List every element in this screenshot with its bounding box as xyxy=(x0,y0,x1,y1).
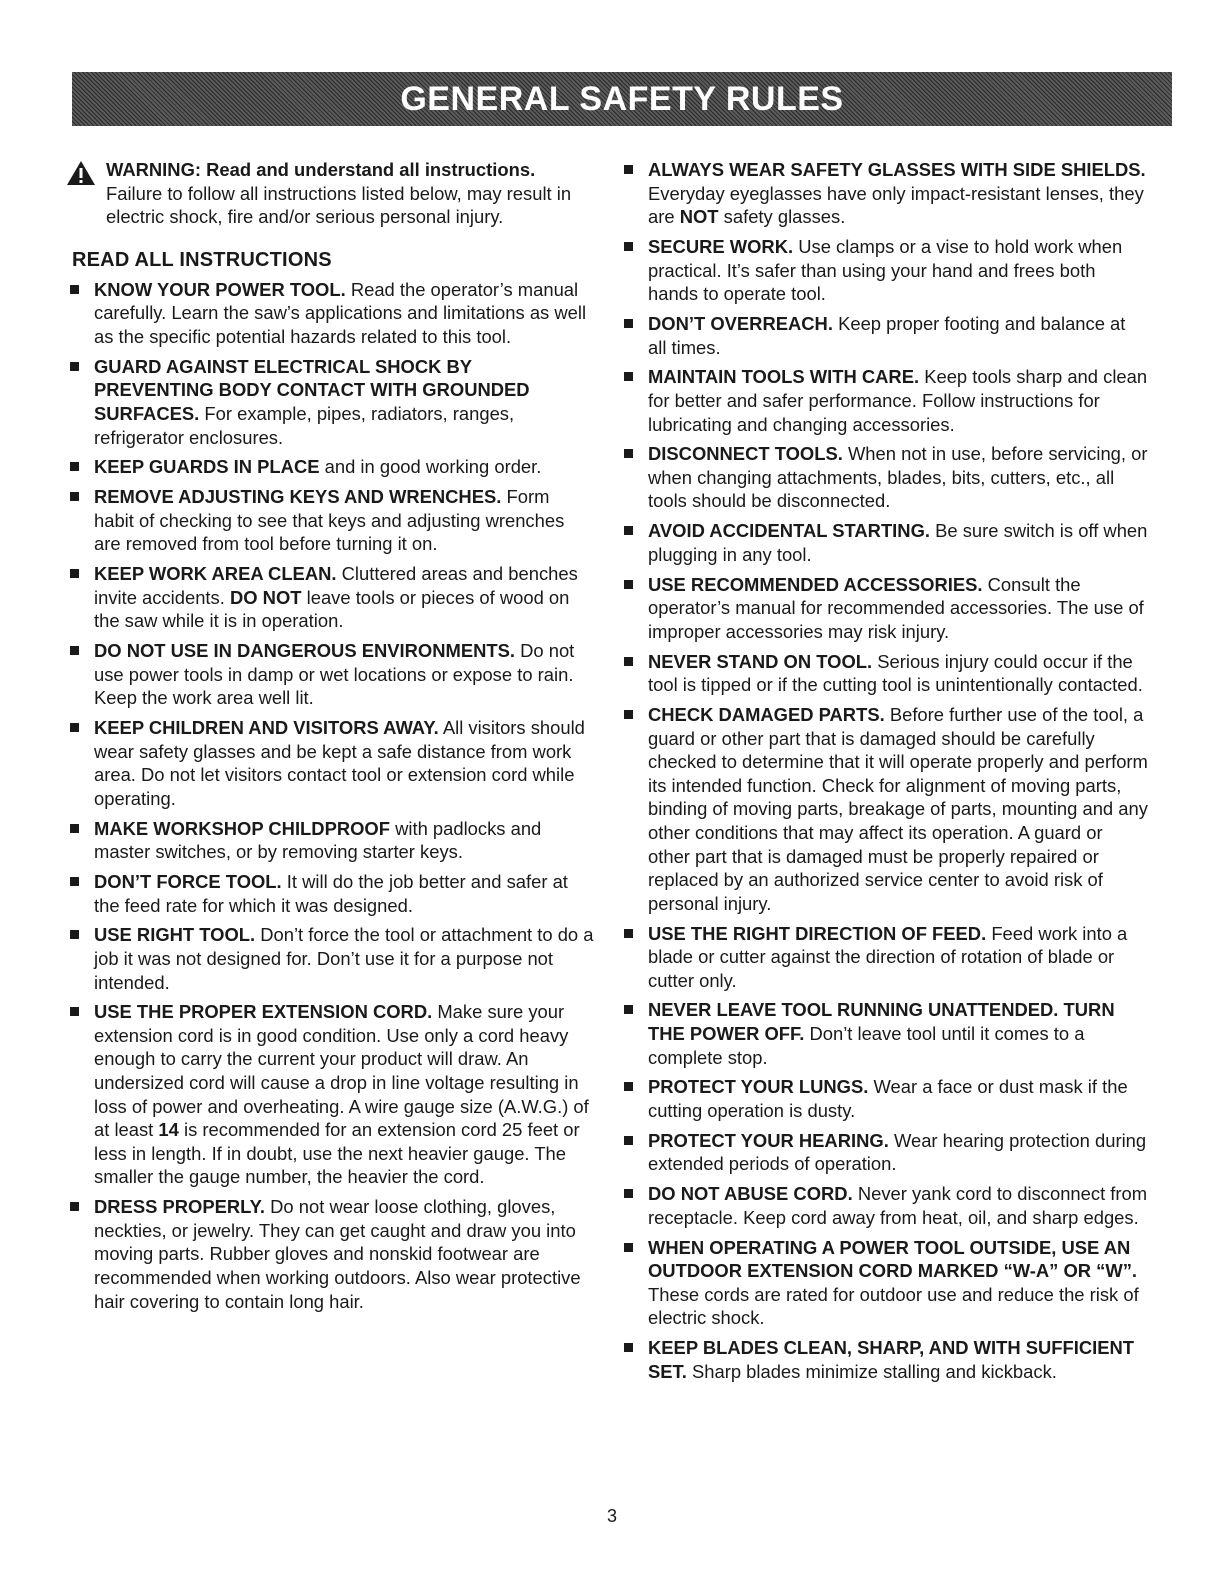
rule-body: Feed work into a blade or cutter against the direction of rotation of blade or cutter only. xyxy=(648,922,1128,991)
page-title: GENERAL SAFETY RULES xyxy=(400,79,844,118)
rule-body: When not in use, before servicing, or when changing attachments, blades, bits, cutters, etc., all tools should be disconnected. xyxy=(648,443,1148,512)
square-bullet-icon xyxy=(70,569,79,578)
rule-body: Make sure your extension cord is in good condition. Use only a cord heavy enough to carry the current your product will draw. An undersized cord will cause a drop in line voltage resulting in loss of power and overheating. A wire gauge size (A.W.G.) of at least xyxy=(94,1001,589,1141)
rule-text xyxy=(94,485,594,556)
rule-body: Read the operator’s manual carefully. Learn the saw’s applications and limitations as well as the specific potential hazards related to this tool. xyxy=(94,278,587,347)
rule-body: Form habit of checking to see that keys and adjusting wrenches are removed from tool before turning it on. xyxy=(94,486,565,555)
rule-heading: USE RIGHT TOOL. xyxy=(94,924,256,946)
safety-rule xyxy=(620,573,1148,644)
square-bullet-icon xyxy=(70,462,79,471)
rule-body: Be sure switch is off when plugging in any tool. xyxy=(648,520,1148,565)
section-heading: READ ALL INSTRUCTIONS xyxy=(72,248,332,271)
square-bullet-icon xyxy=(70,930,79,939)
rule-body: Wear hearing protection during extended periods of operation. xyxy=(648,1129,1147,1175)
rule-heading: KNOW YOUR POWER TOOL. xyxy=(94,278,346,300)
rule-heading: PROTECT YOUR HEARING. xyxy=(648,1129,889,1151)
rule-heading: DON’T FORCE TOOL. xyxy=(94,870,282,892)
safety-rule xyxy=(620,442,1148,513)
left-rules-list xyxy=(66,278,594,1313)
safety-rule xyxy=(66,817,594,864)
rule-heading: DO NOT USE IN DANGEROUS ENVIRONMENTS. xyxy=(94,640,515,662)
rule-heading: AVOID ACCIDENTAL STARTING. xyxy=(648,520,930,542)
rule-heading: KEEP BLADES CLEAN, SHARP, AND WITH SUFFICIENT SET. xyxy=(648,1337,1135,1382)
safety-rule xyxy=(66,639,594,710)
square-bullet-icon xyxy=(624,319,633,328)
rule-body-continued: is recommended for an extension cord 25 feet or less in length. If in doubt, use the next heavier gauge. The smaller the gauge number, the heavier the cord. xyxy=(94,1119,580,1188)
rule-body-continued: safety glasses. xyxy=(723,206,846,228)
square-bullet-icon xyxy=(70,723,79,732)
rule-text xyxy=(94,355,594,449)
warning-body-text: Failure to follow all instructions listed below, may result in electric shock, fire and/or serious personal injury. xyxy=(106,182,572,228)
square-bullet-icon xyxy=(624,1136,633,1145)
rule-text xyxy=(94,870,594,917)
square-bullet-icon xyxy=(624,929,633,938)
square-bullet-icon xyxy=(70,1007,79,1016)
rule-heading: DRESS PROPERLY. xyxy=(94,1196,266,1218)
warning-label: WARNING: xyxy=(106,159,202,180)
safety-rule xyxy=(620,998,1148,1069)
safety-rule xyxy=(620,1336,1148,1383)
rule-emphasis: NOT xyxy=(679,206,719,228)
rule-body: Don’t force the tool or attachment to do a job it was not designed for. Don’t use it for a purpose not intended. xyxy=(94,924,594,993)
safety-rule xyxy=(620,519,1148,566)
rule-heading: SECURE WORK. xyxy=(648,235,794,257)
rule-text xyxy=(648,1236,1148,1330)
square-bullet-icon xyxy=(624,1082,633,1091)
safety-rule xyxy=(620,922,1148,993)
rule-body: All visitors should wear safety glasses and be kept a safe distance from work area. Do not let visitors contact tool or extension cord while operating. xyxy=(94,717,585,809)
rule-heading: MAKE WORKSHOP CHILDPROOF xyxy=(94,817,390,839)
rule-text xyxy=(94,455,594,479)
square-bullet-icon xyxy=(624,526,633,535)
rule-text xyxy=(94,1195,594,1313)
square-bullet-icon xyxy=(624,1189,633,1198)
rule-body: Wear a face or dust mask if the cutting operation is dusty. xyxy=(648,1076,1128,1122)
rule-heading: NEVER LEAVE TOOL RUNNING UNATTENDED. TURN THE POWER OFF. xyxy=(648,999,1115,1045)
rule-text xyxy=(648,1129,1148,1176)
safety-rule xyxy=(620,650,1148,697)
rule-text xyxy=(648,365,1148,436)
warning-bold-text: Read and understand all instructions. xyxy=(206,159,536,180)
square-bullet-icon xyxy=(70,824,79,833)
rule-heading: PROTECT YOUR LUNGS. xyxy=(648,1076,869,1098)
safety-rule xyxy=(66,870,594,917)
safety-rule xyxy=(620,703,1148,915)
rule-heading: GUARD AGAINST ELECTRICAL SHOCK BY PREVENTING BODY CONTACT WITH GROUNDED SURFACES. xyxy=(94,355,530,424)
safety-rule xyxy=(66,1000,594,1189)
square-bullet-icon xyxy=(70,877,79,886)
safety-rule xyxy=(620,1182,1148,1229)
square-bullet-icon xyxy=(624,710,633,719)
square-bullet-icon xyxy=(624,242,633,251)
safety-rule xyxy=(66,562,594,633)
safety-rule xyxy=(66,485,594,556)
rule-body: Do not wear loose clothing, gloves, neckties, or jewelry. They can get caught and draw you into moving parts. Rubber gloves and nonskid footwear are recommended when working outdoors. Also wear protective hair covering to contain long hair. xyxy=(94,1196,581,1312)
safety-rule xyxy=(620,1075,1148,1122)
rule-text xyxy=(648,1336,1148,1383)
rule-text xyxy=(648,922,1148,993)
rule-text xyxy=(94,562,594,633)
rule-heading: WHEN OPERATING A POWER TOOL OUTSIDE, USE AN OUTDOOR EXTENSION CORD MARKED “W-A” OR “W”. xyxy=(648,1236,1138,1282)
rule-body: For example, pipes, radiators, ranges, refrigerator enclosures. xyxy=(94,402,515,448)
rule-heading: DISCONNECT TOOLS. xyxy=(648,443,843,465)
rule-text xyxy=(648,158,1148,229)
rule-heading: DO NOT ABUSE CORD. xyxy=(648,1183,853,1205)
rule-body: Keep proper footing and balance at all times. xyxy=(648,312,1126,358)
square-bullet-icon xyxy=(624,1343,633,1352)
rule-text xyxy=(648,573,1148,644)
square-bullet-icon xyxy=(70,362,79,371)
rule-text xyxy=(648,312,1148,359)
rule-text xyxy=(94,923,594,994)
rule-heading: NEVER STAND ON TOOL. xyxy=(648,650,873,672)
rule-heading: CHECK DAMAGED PARTS. xyxy=(648,703,885,725)
rule-body: It will do the job better and safer at the feed rate for which it was designed. xyxy=(94,870,568,916)
square-bullet-icon xyxy=(624,657,633,666)
rule-text xyxy=(648,998,1148,1069)
rule-body: These cords are rated for outdoor use and reduce the risk of electric shock. xyxy=(648,1283,1139,1329)
rule-body: Sharp blades minimize stalling and kickback. xyxy=(691,1360,1057,1382)
rule-emphasis: 14 xyxy=(158,1119,179,1141)
rule-heading: USE RECOMMENDED ACCESSORIES. xyxy=(648,573,983,595)
rule-heading: DON’T OVERREACH. xyxy=(648,312,833,334)
rule-heading: KEEP WORK AREA CLEAN. xyxy=(94,563,337,585)
rule-heading: MAINTAIN TOOLS WITH CARE. xyxy=(648,366,920,388)
rule-heading: USE THE RIGHT DIRECTION OF FEED. xyxy=(648,922,987,944)
safety-rule xyxy=(620,158,1148,229)
page-number: 3 xyxy=(606,1506,617,1526)
rule-body: and in good working order. xyxy=(324,456,542,478)
rule-body: Use clamps or a vise to hold work when practical. It’s safer than using your hand and frees both hands to operate tool. xyxy=(648,235,1123,305)
rule-text xyxy=(648,235,1148,306)
rule-heading: KEEP GUARDS IN PLACE xyxy=(94,456,320,478)
safety-rule xyxy=(620,1129,1148,1176)
rule-text xyxy=(648,1075,1148,1122)
safety-rule xyxy=(66,278,594,349)
rule-heading: USE THE PROPER EXTENSION CORD. xyxy=(94,1001,433,1023)
rule-text xyxy=(648,442,1148,513)
safety-rule xyxy=(620,1236,1148,1330)
rule-heading: REMOVE ADJUSTING KEYS AND WRENCHES. xyxy=(94,486,502,508)
rule-text xyxy=(94,817,594,864)
warning-block xyxy=(66,158,594,229)
rule-heading: KEEP CHILDREN AND VISITORS AWAY. xyxy=(94,717,439,738)
square-bullet-icon xyxy=(70,492,79,501)
safety-rule xyxy=(620,235,1148,306)
safety-rule xyxy=(66,355,594,449)
safety-rule xyxy=(66,923,594,994)
title-banner xyxy=(72,72,1172,126)
rule-body: with padlocks and master switches, or by removing starter keys. xyxy=(94,817,542,863)
square-bullet-icon xyxy=(624,372,633,381)
square-bullet-icon xyxy=(624,449,633,458)
safety-rule xyxy=(66,455,594,479)
rule-text xyxy=(94,639,594,710)
rule-body: Before further use of the tool, a guard or other part that is damaged should be carefully checked to determine that it will operate properly and perform its intended function. Check for alignment of moving parts, binding of moving parts, breakage of parts, mounting and any other conditions that may affect its operation. A guard or other part that is damaged must be properly repaired or replaced by an authorized service center to avoid risk of personal injury. xyxy=(648,703,1148,914)
rule-body: Cluttered areas and benches invite accidents. xyxy=(94,563,578,608)
rule-body: Keep tools sharp and clean for better and safer performance. Follow instructions for lubricating and changing accessories. xyxy=(648,366,1148,435)
left-column xyxy=(66,158,594,1319)
rule-text xyxy=(94,1000,594,1189)
safety-rule xyxy=(620,312,1148,359)
right-rules-list xyxy=(620,158,1148,1383)
rule-text xyxy=(648,650,1148,697)
square-bullet-icon xyxy=(624,580,633,589)
safety-rule xyxy=(620,365,1148,436)
rule-body-continued: leave tools or pieces of wood on the saw while it is in operation. xyxy=(94,586,570,632)
rule-text xyxy=(94,278,594,349)
rule-heading: ALWAYS WEAR SAFETY GLASSES WITH SIDE SHIELDS. xyxy=(648,159,1146,180)
square-bullet-icon xyxy=(624,1243,633,1252)
warning-text xyxy=(106,158,594,229)
warning-triangle-icon xyxy=(66,158,106,229)
rule-text xyxy=(648,519,1148,566)
rule-body: Everyday eyeglasses have only impact-resistant lenses, they are xyxy=(648,182,1144,228)
square-bullet-icon xyxy=(70,1202,79,1211)
rule-body: Never yank cord to disconnect from receptacle. Keep cord away from heat, oil, and sharp edges. xyxy=(648,1183,1148,1228)
square-bullet-icon xyxy=(70,285,79,294)
safety-rule xyxy=(66,716,594,810)
square-bullet-icon xyxy=(70,646,79,655)
square-bullet-icon xyxy=(624,165,633,174)
rule-text xyxy=(648,703,1148,915)
rule-body: Serious injury could occur if the tool is tipped or if the cutting tool is unintentionally contacted. xyxy=(648,650,1143,696)
rule-text xyxy=(94,716,594,810)
right-column xyxy=(620,158,1148,1390)
rule-body: Don’t leave tool until it comes to a complete stop. xyxy=(648,1023,1085,1068)
rule-body: Do not use power tools in damp or wet locations or expose to rain. Keep the work area well lit. xyxy=(94,640,575,709)
rule-text xyxy=(648,1182,1148,1229)
square-bullet-icon xyxy=(624,1005,633,1014)
safety-rule xyxy=(66,1195,594,1313)
rule-emphasis: DO NOT xyxy=(229,586,302,608)
rule-body: Consult the operator’s manual for recommended accessories. The use of improper accessories may risk injury. xyxy=(648,573,1144,642)
